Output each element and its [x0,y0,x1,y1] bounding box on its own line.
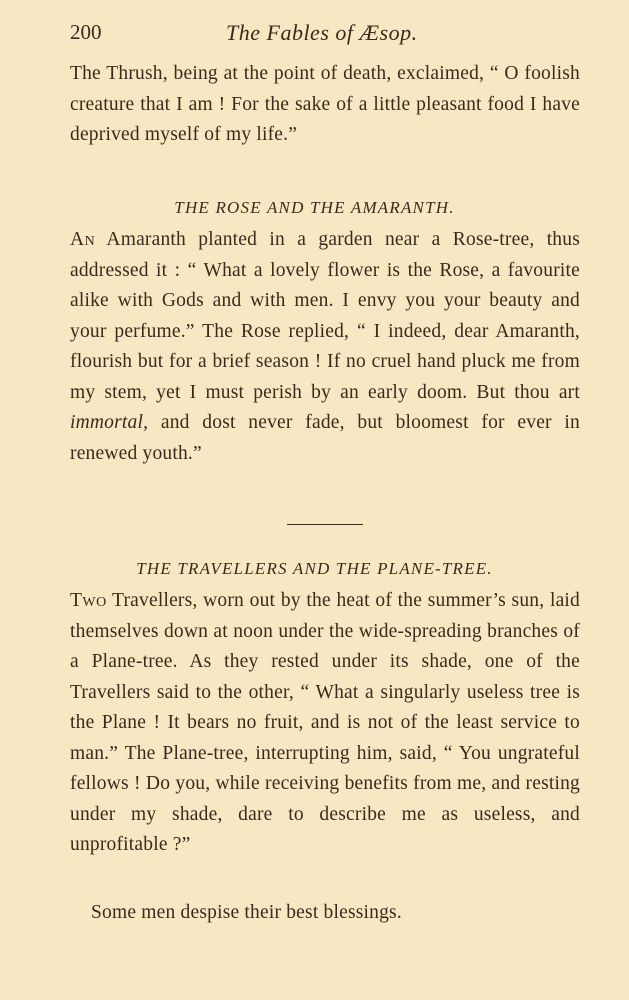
running-header [0,18,629,52]
fable-moral: Some men despise their best blessings. [91,902,402,923]
fable-body-plane-tree [70,586,580,861]
body-text: Amaranth planted in a garden near a Rose-tree, thus addressed it : “ What a lovely flower is the Rose, a favourite alike with Gods and with men. I envy you your beauty and your perfume.” The Rose replied, “ I indeed, dear Amaranth, flourish but for a brief season ! If no cruel hand pluck me from my stem, yet I must perish by an early doom. But thou art [70,229,580,403]
fable-title-plane-tree: THE TRAVELLERS AND THE PLANE-TREE. [136,559,493,578]
drop-word: Two [70,590,107,611]
fable-body-rose [70,225,580,469]
fable-title-rose: THE ROSE AND THE AMARANTH. [174,198,455,217]
page-number: 200 [70,20,102,44]
body-text: Travellers, worn out by the heat of the summer’s sun, laid themselves down at noon under the wide-spreading branches of a Plane-tree. As they rested under its shade, one of the Travellers said to the other, “ What a singularly useless tree is the Plane ! It bears no fruit, and is not of the least service to man.” The Plane-tree, interrupting him, said, “ You ungrateful fellows ! Do you, while receiving benefits from me, and resting under my shade, dare to describe me as useless, and unprofitable ?” [70,590,580,855]
drop-word: An [70,229,96,250]
running-title: The Fables of Æsop. [226,20,418,45]
emphasis-text: immortal, [70,412,149,433]
body-text: and dost never fade, but bloomest for ever in renewed youth.” [70,412,580,464]
section-divider [287,524,363,525]
thrush-fable-ending: The Thrush, being at the point of death, exclaimed, “ O foolish creature that I am ! For the sake of a little pleasant food I have deprived myself of my life.” [70,63,580,145]
